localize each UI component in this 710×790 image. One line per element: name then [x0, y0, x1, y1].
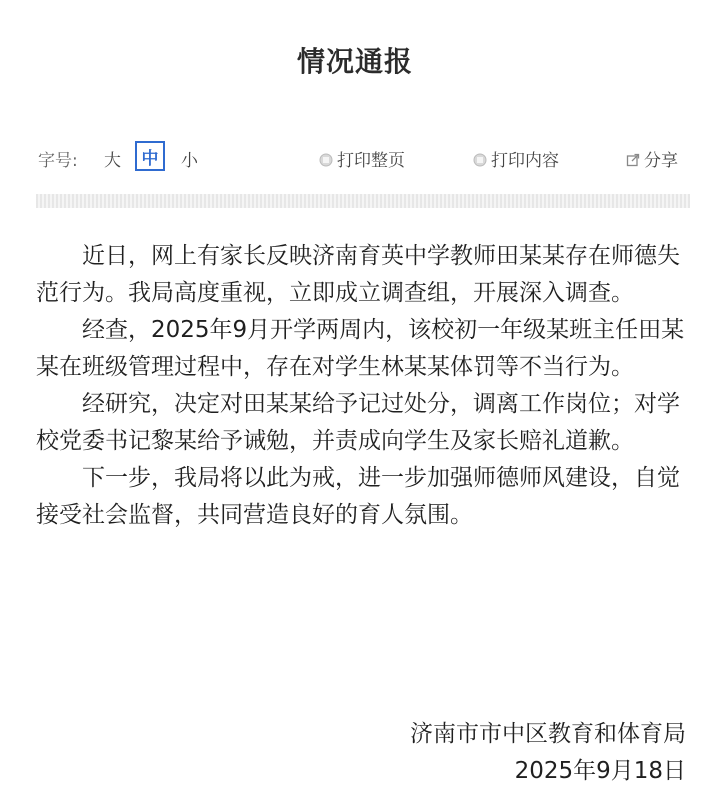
toolbar-divider: [36, 194, 690, 208]
share-label: 分享: [644, 151, 678, 171]
print-content-label: 打印内容: [491, 151, 559, 171]
share-button[interactable]: [626, 146, 678, 171]
article-body: [36, 238, 686, 534]
print-page-label: 打印整页: [337, 151, 405, 171]
article-paragraph: 下一步，我局将以此为戒，进一步加强师德师风建设，自觉接受社会监督，共同营造良好的育人氛围。: [36, 465, 680, 528]
print-page-button[interactable]: [319, 146, 405, 171]
signature-date: 2025年9月18日: [514, 758, 686, 784]
signature-org: 济南市市中区教育和体育局: [410, 721, 686, 747]
article-paragraph: 经研究，决定对田某某给予记过处分，调离工作岗位；对学校党委书记黎某给予诫勉，并责成向学生及家长赔礼道歉。: [36, 391, 680, 454]
printer-icon: [319, 152, 333, 166]
font-size-label: 字号:: [38, 151, 78, 171]
font-size-small-button[interactable]: 小: [181, 151, 198, 171]
printer-icon: [473, 152, 487, 166]
share-icon: [626, 152, 640, 166]
print-content-button[interactable]: [473, 146, 559, 171]
article-paragraph: 近日，网上有家长反映济南育英中学教师田某某存在师德失范行为。我局高度重视，立即成立调查组，开展深入调查。: [36, 243, 680, 306]
article-toolbar: [0, 140, 710, 176]
font-size-large-button[interactable]: 大: [104, 151, 121, 171]
font-size-medium-button[interactable]: 中: [135, 141, 165, 171]
article-paragraph: 经查，2025年9月开学两周内，该校初一年级某班主任田某某在班级管理过程中，存在对学生林某某体罚等不当行为。: [36, 317, 685, 380]
page-title: 情况通报: [296, 45, 413, 78]
